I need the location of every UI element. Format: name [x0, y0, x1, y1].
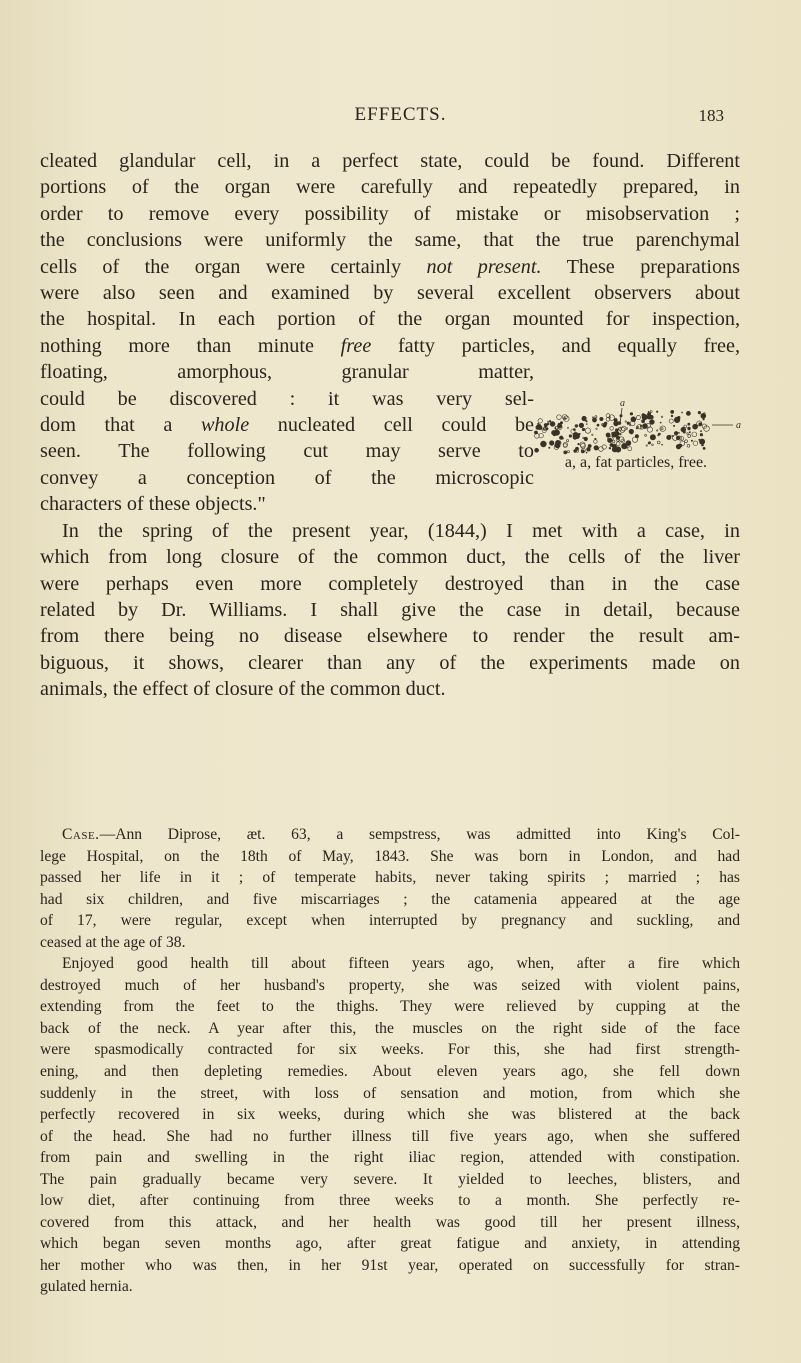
text-line: passed her life in it ; of temperate habits, never taking spirits ; married ; has [40, 869, 740, 887]
fat-particle [569, 435, 572, 438]
text-line: which from long closure of the common duct, the cells of the liver [40, 546, 740, 569]
fat-particle [597, 424, 599, 426]
case-report [40, 824, 740, 1298]
fat-particle [661, 428, 663, 430]
fat-particle [643, 424, 648, 429]
text-line: the conclusions were uniformly the same, that the true parenchymal [40, 229, 740, 252]
fat-particle [660, 422, 661, 423]
emphasis-not-present: not present. [426, 255, 542, 278]
fat-particle [620, 415, 622, 417]
fat-particle [671, 410, 674, 413]
fat-particle [678, 432, 679, 433]
text-line: were perhaps even more completely destroyed than in the case [40, 572, 740, 595]
text-line: covered from this attack, and her health was good till her present illness, [40, 1213, 740, 1231]
fat-particle [669, 419, 673, 423]
fat-particle [673, 425, 674, 426]
text-line: portions of the organ were carefully and repeatedly prepared, in [40, 176, 740, 199]
text-segment: dom that a [40, 414, 201, 437]
text-line: extending from the feet to the thighs. They were relieved by cupping at the [40, 998, 740, 1016]
fat-particle [698, 411, 701, 414]
woodcut-figure [526, 398, 746, 518]
fat-particle [645, 434, 647, 436]
fat-particle [631, 417, 636, 422]
fat-particle [667, 435, 671, 439]
fat-particles-illustration [526, 398, 746, 458]
fat-particle [550, 422, 555, 427]
fat-particle [558, 424, 562, 428]
fat-particle [650, 420, 655, 425]
fat-particle [646, 445, 647, 446]
fat-particle [656, 411, 658, 413]
text-line: characters of these objects." [40, 493, 266, 516]
fat-particle [692, 432, 697, 437]
fat-particle [703, 419, 705, 421]
fat-particle [594, 440, 598, 444]
fat-particle [592, 434, 593, 435]
fat-particle [647, 415, 651, 419]
fat-particle [573, 432, 579, 438]
fat-particle [658, 435, 659, 436]
text-line: biguous, it shows, clearer than any of the experiments made on [40, 651, 740, 674]
page-number: 183 [698, 106, 724, 125]
fat-particle [549, 441, 554, 446]
text-line: were spasmodically contracted for six weeks. For this, she had first strength- [40, 1041, 740, 1059]
fat-particle [592, 417, 593, 418]
fat-particle [693, 441, 698, 446]
text-line: floating, amorphous, granular matter, [40, 361, 534, 384]
fat-particle [661, 416, 663, 418]
text-line: low diet, after continuing from three weeks to a month. She perfectly re- [40, 1192, 740, 1210]
text-line: Enjoyed good health till about fifteen years ago, when, after a fire which [62, 955, 740, 973]
fat-particle [557, 415, 562, 420]
fat-particle [701, 413, 706, 418]
fat-particle [686, 411, 690, 415]
text-line: animals, the effect of closure of the common duct. [40, 678, 446, 701]
fat-particle [603, 423, 607, 427]
text-line: of the head. She had no further illness till five years ago, when she suffered [40, 1127, 740, 1145]
fat-particle [573, 429, 575, 431]
fat-particle [702, 424, 706, 428]
fat-particle [657, 430, 658, 431]
fat-particle [650, 411, 652, 413]
fat-particle [600, 417, 603, 420]
fat-particle [562, 438, 564, 440]
figure-label-top: a [620, 398, 625, 409]
fat-particle [650, 435, 655, 440]
fat-particle [595, 438, 596, 439]
text-line: cleated glandular cell, in a perfect state, could be found. Different [40, 150, 740, 172]
text-beside-figure [40, 359, 534, 491]
fat-particle [620, 433, 622, 435]
fat-particle [642, 417, 643, 418]
fat-particle [536, 425, 540, 429]
fat-particle [693, 424, 698, 429]
fat-particle [564, 418, 565, 419]
fat-particle [594, 446, 599, 451]
text-line: of 17, were regular, except when interrupted by pregnancy and suckling, and [40, 912, 740, 930]
fat-particle [700, 431, 701, 432]
fat-particle [552, 430, 557, 435]
text-line: seen. The following cut may serve to [40, 440, 534, 463]
text-segment: nothing more than minute [40, 334, 341, 357]
fat-particle [539, 434, 543, 438]
fat-particle [703, 447, 705, 449]
fat-particle [582, 428, 585, 431]
fat-particle [621, 426, 626, 431]
fat-particle [586, 420, 588, 422]
fat-particle [625, 421, 626, 422]
text-segment: These preparations [541, 255, 740, 278]
emphasis-whole: whole [200, 414, 250, 437]
fat-particle [588, 444, 591, 447]
fat-particle [613, 446, 617, 450]
fat-particle [628, 447, 632, 451]
fat-particle [614, 422, 616, 424]
text-segment: —Ann Diprose, æt. 63, a sempstress, was admitted into King's Col- [99, 826, 740, 843]
fat-particle [685, 440, 688, 443]
fat-particle [549, 420, 551, 422]
fat-particle [592, 418, 596, 422]
fat-particle [652, 444, 654, 446]
text-line: back of the neck. A year after this, the muscles on the right side of the face [40, 1019, 740, 1037]
text-segment: nucleated cell could be [249, 414, 534, 437]
fat-particle [610, 427, 614, 431]
fat-particle [535, 434, 540, 439]
text-line: related by Dr. Williams. I shall give the case in detail, because [40, 598, 740, 621]
fat-particle [636, 415, 640, 419]
fat-particle [680, 441, 685, 446]
fat-particle [581, 450, 584, 453]
fat-particle [615, 429, 618, 432]
text-line: ceased at the age of 38. [40, 933, 186, 951]
fat-particle [595, 416, 597, 418]
fat-particle [575, 425, 578, 428]
fat-particle [681, 427, 686, 432]
fat-particle [627, 422, 630, 425]
text-line: lege Hospital, on the 18th of May, 1843. She was born in London, and had [40, 847, 740, 865]
fat-particle [599, 447, 604, 452]
text-line: could be discovered : it was very sel- [40, 387, 534, 410]
figure-caption: a, a, fat particles, free. [564, 454, 708, 471]
text-line [40, 254, 740, 280]
fat-particle [567, 451, 569, 453]
fat-particle [547, 423, 549, 425]
fat-particle [549, 447, 550, 448]
fat-particle [682, 412, 683, 413]
case-label: Case. [62, 826, 100, 843]
particle-cluster [534, 410, 709, 454]
text-line: order to remove every possibility of mistake or misobservation ; [40, 202, 740, 225]
fat-particle [544, 423, 547, 426]
text-line: had six children, and five miscarriages ; the catamenia appeared at the age [40, 890, 740, 908]
fat-particle [671, 415, 673, 417]
fat-particle [648, 442, 650, 444]
fat-particle [700, 433, 703, 436]
fat-particle [674, 417, 680, 423]
fat-particle [648, 411, 649, 412]
fat-particle [586, 452, 587, 453]
text-line: ening, and then depleting remedies. About eleven years ago, she fell down [40, 1063, 740, 1081]
fat-particle [567, 440, 569, 442]
running-head [0, 104, 801, 134]
text-segment: cells of the organ were certainly [40, 255, 427, 278]
fat-particle [632, 437, 637, 442]
fat-particle [578, 443, 580, 445]
text-line: which began seven months ago, after great fatigue and anxiety, in attending [40, 1235, 740, 1253]
running-title: EFFECTS. [354, 104, 447, 125]
fat-particle [607, 434, 609, 436]
fat-particle [579, 423, 584, 428]
fat-particle [582, 416, 587, 421]
fat-particle [688, 435, 691, 438]
fat-particle [538, 419, 542, 423]
emphasis-free: free [340, 334, 372, 357]
fat-particle [674, 431, 678, 435]
fat-particle [606, 414, 610, 418]
fat-particle [596, 428, 597, 429]
fat-particle [620, 427, 625, 432]
fat-particle [687, 433, 689, 435]
text-line: perfectly recovered in six weeks, during which she was blistered at the back [40, 1106, 740, 1124]
text-line: from pain and swelling in the right iliac region, attended with constipation. [40, 1149, 740, 1167]
text-line [40, 333, 740, 359]
fat-particle [702, 444, 704, 446]
fat-particle [585, 428, 590, 433]
fat-particle [687, 444, 690, 447]
fat-particle [642, 420, 645, 423]
fat-particle [622, 443, 628, 449]
text-line [40, 412, 534, 438]
fat-particle [547, 421, 548, 422]
figure-label-right: a [736, 420, 741, 431]
text-line: The pain gradually became very severe. It yielded to leeches, blisters, and [40, 1170, 740, 1188]
text-line: were also seen and examined by several excellent observers about [40, 282, 740, 305]
fat-particle [688, 423, 690, 425]
fat-particle [574, 450, 577, 453]
fat-particle [616, 436, 619, 439]
text-line: convey a conception of the microscopic [40, 466, 534, 489]
fat-particle [657, 441, 660, 444]
text-line: destroyed much of her husband's property, she was seized with violent pains, [40, 976, 740, 994]
fat-particle [609, 447, 611, 449]
fat-particle [688, 427, 691, 430]
text-line: suddenly in the street, with loss of sensation and motion, from which she [40, 1084, 740, 1102]
text-line: gulated hernia. [40, 1278, 133, 1296]
fat-particle [608, 438, 613, 443]
fat-particle [691, 440, 692, 441]
text-line [40, 824, 740, 846]
text-line: from there being no disease elsewhere to render the result am- [40, 625, 740, 648]
fat-particle [560, 422, 562, 424]
fat-particle [538, 423, 540, 425]
fat-particle [541, 441, 547, 447]
fat-particle [615, 432, 619, 436]
text-line: her mother who was then, in her 91st year, operated on successfully for stran- [40, 1256, 740, 1274]
fat-particle [587, 447, 591, 451]
fat-particle [689, 432, 690, 433]
text-line: In the spring of the present year, (1844,) I met with a case, in [62, 519, 740, 542]
text-line: the hospital. In each portion of the organ mounted for inspection, [40, 308, 740, 331]
fat-particle [662, 444, 663, 445]
text-segment: fatty particles, and equally free, [371, 334, 740, 357]
fat-particle [616, 442, 620, 446]
fat-particle [567, 427, 568, 428]
fat-particle [629, 429, 634, 434]
fat-particle [699, 439, 700, 440]
fat-particle [586, 424, 587, 425]
fat-particle [630, 413, 633, 416]
fat-particle [584, 437, 588, 441]
fat-particle [535, 448, 539, 452]
